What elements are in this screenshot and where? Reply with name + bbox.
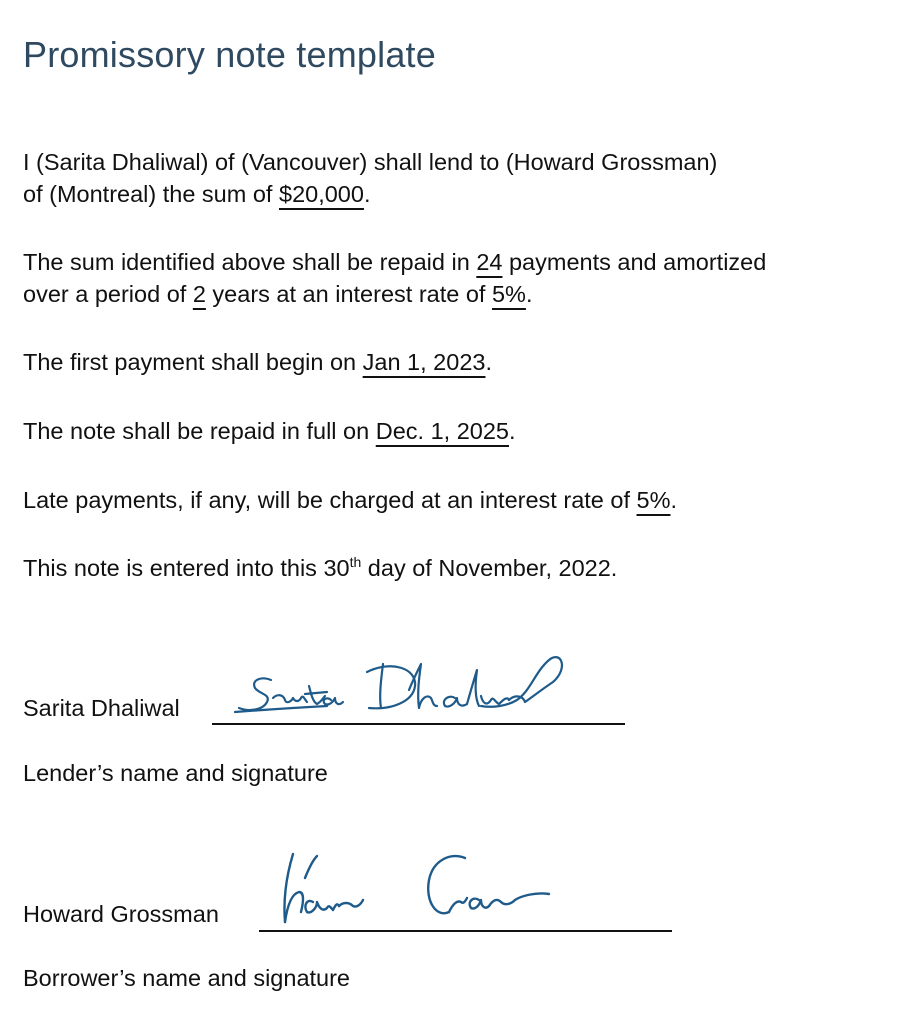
lender-caption: Lender’s name and signature xyxy=(23,760,328,786)
first-payment-paragraph xyxy=(23,346,492,378)
lending-line-2-suffix: . xyxy=(363,181,371,207)
borrower-name: Howard Grossman xyxy=(23,901,219,927)
full-repayment-prefix: The note shall be repaid in full on xyxy=(23,418,376,444)
full-repayment-suffix: . xyxy=(509,418,516,444)
lending-line-1: I (Sarita Dhaliwal) of (Vancouver) shall lend to (Howard Grossman) xyxy=(23,149,718,175)
lender-name: Sarita Dhaliwal xyxy=(23,695,180,721)
repayment-line-2-prefix: over a period of xyxy=(23,281,193,307)
lender-signature-line[interactable] xyxy=(212,723,625,725)
first-payment-prefix: The first payment shall begin on xyxy=(23,349,363,375)
first-payment-date: Jan 1, 2023 xyxy=(362,349,486,375)
repayment-line-2-suffix: . xyxy=(525,281,533,307)
late-payment-prefix: Late payments, if any, will be charged at an interest rate of xyxy=(23,487,637,513)
interest-rate: 5% xyxy=(491,281,526,307)
lender-signature xyxy=(231,650,571,720)
lending-line-2-prefix: of (Montreal) the sum of xyxy=(23,181,279,207)
entry-date-prefix: This note is entered into this 30 xyxy=(23,555,350,581)
loan-amount: $20,000 xyxy=(279,181,364,207)
repayment-paragraph xyxy=(23,246,766,310)
entry-date-paragraph xyxy=(23,552,617,584)
borrower-signature-row xyxy=(23,848,683,932)
late-payment-suffix: . xyxy=(670,487,678,513)
late-interest-rate: 5% xyxy=(636,487,671,513)
payment-count: 24 xyxy=(476,249,503,275)
full-repayment-date: Dec. 1, 2025 xyxy=(375,418,509,444)
repayment-line-1-suffix: payments and amortized xyxy=(502,249,767,275)
ordinal-suffix: th xyxy=(349,554,362,571)
page-title: Promissory note template xyxy=(23,34,436,75)
lender-signature-row xyxy=(23,650,633,725)
amortization-years: 2 xyxy=(192,281,206,307)
full-repayment-paragraph xyxy=(23,415,516,447)
late-payment-paragraph xyxy=(23,484,677,516)
repayment-line-2-middle: years at an interest rate of xyxy=(205,281,492,307)
lending-paragraph xyxy=(23,146,717,210)
first-payment-suffix: . xyxy=(485,349,492,375)
borrower-signature-line[interactable] xyxy=(259,930,672,932)
repayment-line-1 xyxy=(23,246,766,278)
borrower-signature xyxy=(273,848,553,928)
repayment-line-2 xyxy=(23,278,766,310)
lending-line-2 xyxy=(23,178,717,210)
borrower-caption: Borrower’s name and signature xyxy=(23,965,351,991)
repayment-line-1-prefix: The sum identified above shall be repaid in xyxy=(23,249,477,275)
entry-date-suffix: day of November, 2022. xyxy=(361,555,618,581)
